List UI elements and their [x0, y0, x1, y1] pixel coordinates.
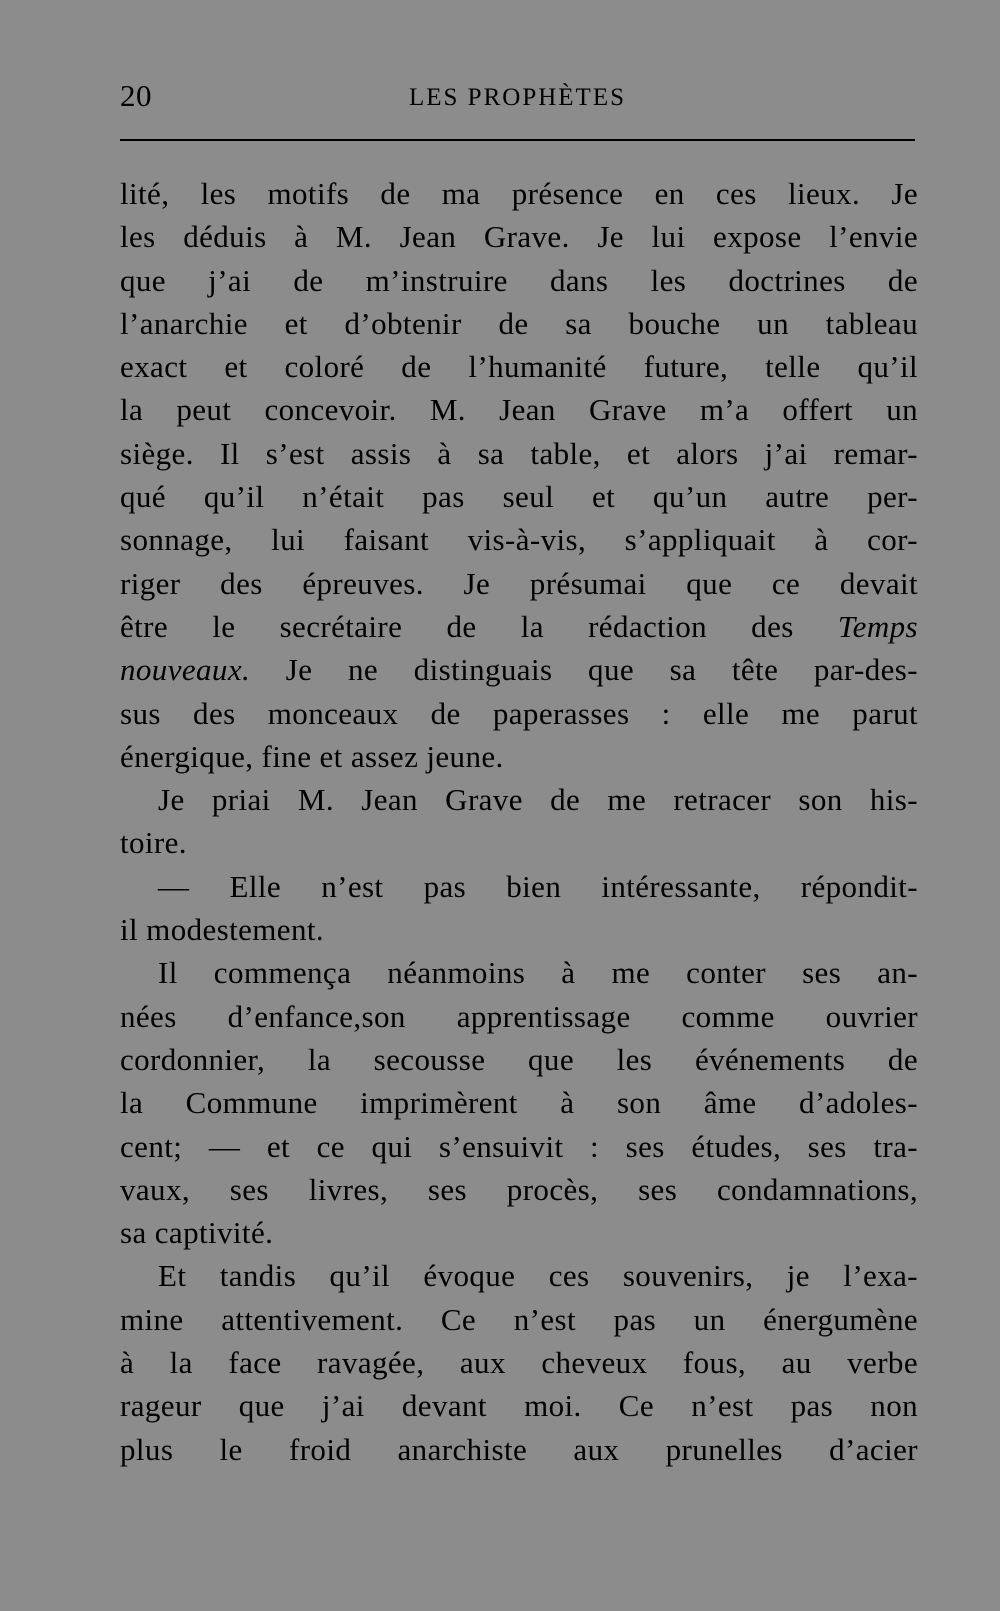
text-line: que j’ai de m’instruire dans les doctrines de — [120, 262, 918, 298]
text-line: rageur que j’ai devant moi. Ce n’est pas non — [120, 1388, 918, 1424]
text-line-with-italic — [120, 648, 918, 691]
text-line: vaux, ses livres, ses procès, ses condamnations, — [120, 1171, 918, 1207]
text-segment: Je ne distinguais que sa tête par-des- — [285, 652, 918, 688]
text-line: il modestement. — [120, 912, 325, 948]
text-line: Je priai M. Jean Grave de me retracer son his- — [158, 782, 918, 818]
running-head — [120, 76, 915, 116]
text-line: la Commune imprimèrent à son âme d’adoles- — [120, 1085, 918, 1121]
text-segment: être le secrétaire de la rédaction des — [120, 608, 794, 644]
text-line: cordonnier, la secousse que les événements de — [120, 1041, 918, 1077]
text-line: riger des épreuves. Je présumai que ce devait — [120, 565, 918, 601]
text-line: nées d’enfance,son apprentissage comme ouvrier — [120, 998, 918, 1034]
italic-title: nouveaux. — [120, 652, 251, 688]
text-line: les déduis à M. Jean Grave. Je lui expose l’envie — [120, 219, 918, 255]
text-line: exact et coloré de l’humanité future, telle qu’il — [120, 349, 918, 385]
text-line: sus des monceaux de paperasses : elle me parut — [120, 695, 918, 731]
text-line: sonnage, lui faisant vis-à-vis, s’appliquait à cor- — [120, 522, 918, 558]
text-line: toire. — [120, 825, 187, 861]
text-line: cent; — et ce qui s’ensuivit : ses études, ses tra- — [120, 1128, 918, 1164]
text-line: plus le froid anarchiste aux prunelles d’acier — [120, 1431, 918, 1467]
text-line: — Elle n’est pas bien intéressante, répondit- — [158, 868, 918, 904]
body-text — [120, 172, 918, 1471]
text-line: énergique, fine et assez jeune. — [120, 738, 504, 774]
text-line: l’anarchie et d’obtenir de sa bouche un tableau — [120, 305, 918, 341]
text-line: la peut concevoir. M. Jean Grave m’a offert un — [120, 392, 918, 428]
running-title: LES PROPHÈTES — [408, 84, 626, 111]
text-line: lité, les motifs de ma présence en ces lieux. Je — [120, 176, 918, 211]
text-line-with-italic — [120, 605, 918, 648]
text-line: qué qu’il n’était pas seul et qu’un autre per- — [120, 479, 918, 515]
text-line: siège. Il s’est assis à sa table, et alors j’ai remar- — [120, 435, 918, 471]
text-line: à la face ravagée, aux cheveux fous, au verbe — [120, 1345, 918, 1381]
header-rule — [120, 139, 915, 141]
text-line: mine attentivement. Ce n’est pas un énergumène — [120, 1301, 918, 1337]
text-line: Et tandis qu’il évoque ces souvenirs, je l’exa- — [158, 1258, 918, 1294]
text-line: sa captivité. — [120, 1215, 274, 1251]
page-number: 20 — [120, 78, 152, 113]
text-line: Il commença néanmoins à me conter ses an- — [158, 955, 918, 991]
italic-title: Temps — [837, 608, 918, 644]
